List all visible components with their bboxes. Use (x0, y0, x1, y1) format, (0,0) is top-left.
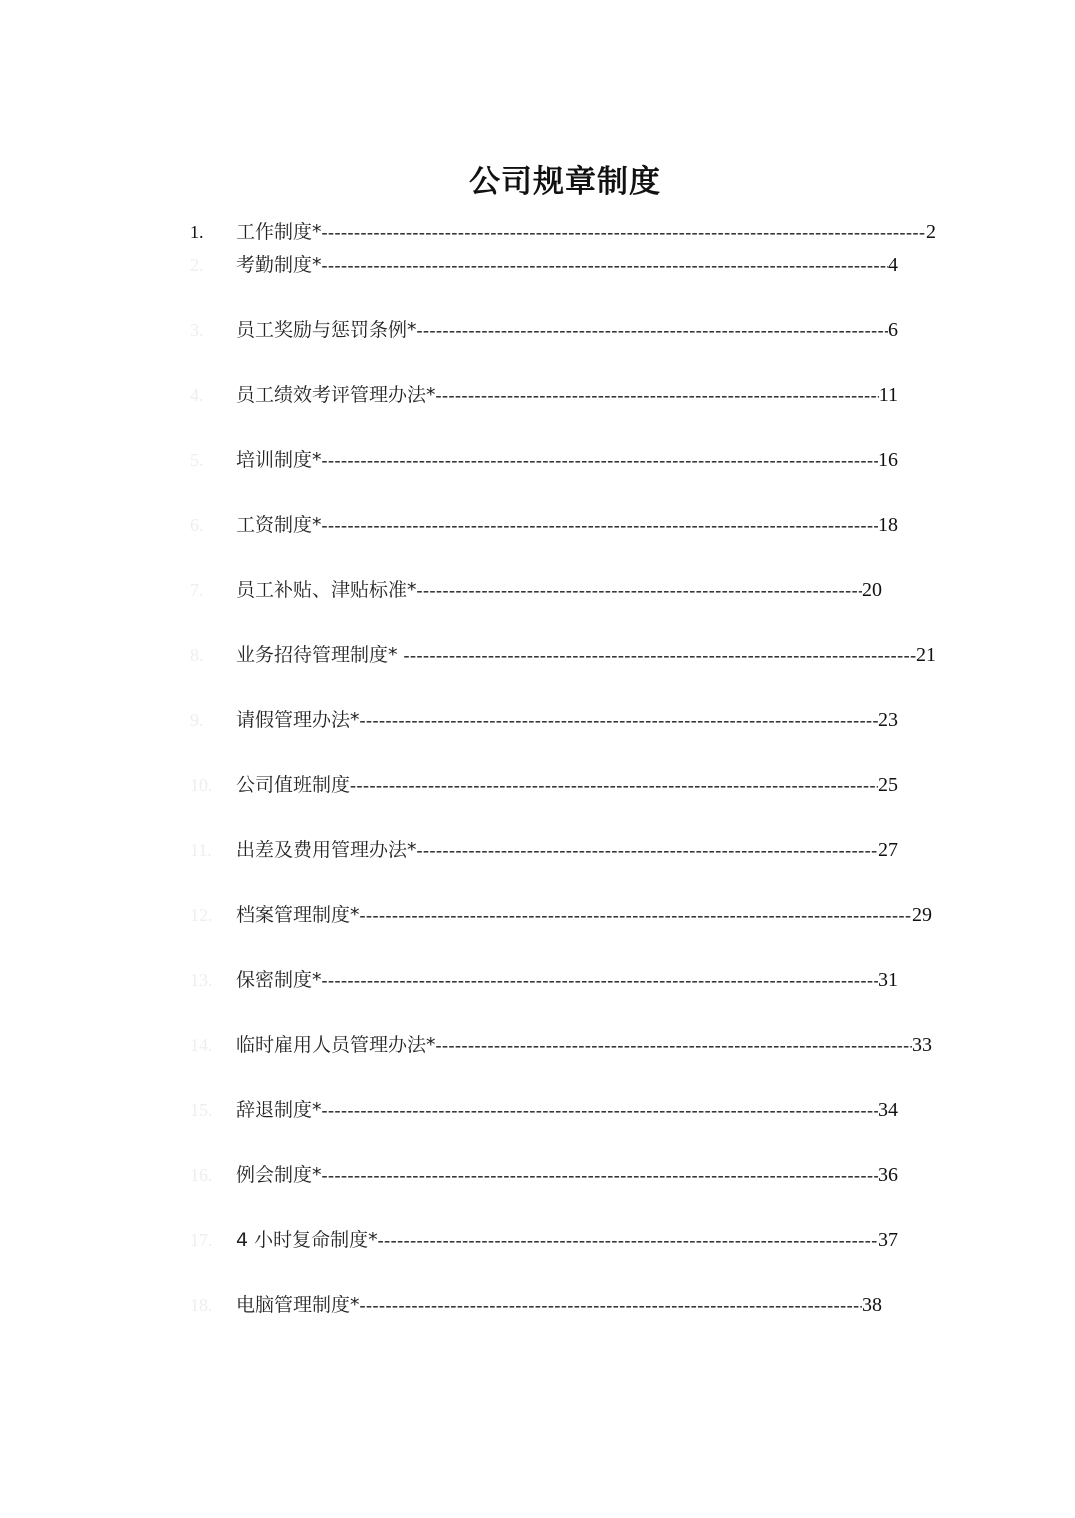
toc-page-number: 20 (862, 579, 882, 601)
toc-entry-16[interactable] (236, 1160, 898, 1190)
toc-entry-number: 9. (190, 710, 204, 730)
toc-entry-label: 临时雇用人员管理办法* (236, 1034, 436, 1056)
toc-leader-dots (322, 965, 878, 995)
toc-entry-label: 员工奖励与惩罚条例* (236, 319, 417, 341)
toc-entry-number: 14. (190, 1035, 213, 1055)
toc-page-number: 25 (878, 774, 898, 796)
toc-entry-label: 例会制度* (236, 1164, 322, 1186)
toc-entry-9[interactable] (236, 705, 898, 735)
toc-entry-11[interactable] (236, 835, 898, 865)
toc-entry-label: 辞退制度* (236, 1099, 322, 1121)
toc-leader-dots (436, 380, 879, 410)
toc-entry-label: 电脑管理制度* (236, 1294, 360, 1316)
toc-leader-dots (360, 705, 878, 735)
toc-entry-number: 3. (190, 320, 204, 340)
toc-entry-7[interactable] (236, 575, 882, 605)
toc-page-number: 6 (888, 319, 898, 341)
toc-entry-label: 出差及费用管理办法* (236, 839, 417, 861)
toc-page-number: 34 (878, 1099, 898, 1121)
toc-entry-number: 1. (190, 222, 204, 242)
toc-entry-15[interactable] (236, 1095, 898, 1125)
toc-page-number: 23 (878, 709, 898, 731)
toc-page-number: 18 (878, 514, 898, 536)
toc-entry-5[interactable] (236, 445, 898, 475)
toc-leader-dots (417, 315, 888, 345)
toc-leader-dots (360, 1290, 862, 1320)
toc-page-number: 27 (878, 839, 898, 861)
toc-entry-label: 工资制度* (236, 514, 322, 536)
toc-leader-dots (417, 835, 878, 865)
toc-entry-number: 7. (190, 580, 204, 600)
toc-entry-13[interactable] (236, 965, 898, 995)
toc-leader-dots (322, 1095, 878, 1125)
toc-entry-3[interactable] (236, 315, 898, 345)
toc-entry-number: 12. (190, 905, 213, 925)
toc-page-number: 11 (878, 384, 898, 406)
toc-leader-dots (360, 900, 912, 930)
toc-entry-number: 5. (190, 450, 204, 470)
toc-page-number: 16 (878, 449, 898, 471)
toc-page-number: 31 (878, 969, 898, 991)
toc-entry-number: 18. (190, 1295, 213, 1315)
toc-page-number: 38 (862, 1294, 882, 1316)
toc-entry-number: 4. (190, 385, 204, 405)
toc-entry-number: 17. (190, 1230, 213, 1250)
toc-entry-number: 16. (190, 1165, 213, 1185)
toc-leader-dots (417, 575, 862, 605)
toc-page-number: 29 (912, 904, 932, 926)
toc-entry-number: 13. (190, 970, 213, 990)
toc-leader-dots (322, 1160, 878, 1190)
toc-entry-14[interactable] (236, 1030, 932, 1060)
toc-entry-10[interactable] (236, 770, 898, 800)
toc-page-number: 2 (926, 221, 936, 243)
toc-leader-dots (436, 1030, 912, 1060)
toc-leader-dots (322, 445, 878, 475)
toc-entry-number: 10. (190, 775, 213, 795)
toc-entry-6[interactable] (236, 510, 898, 540)
toc-entry-number: 2. (190, 255, 204, 275)
toc-leader-dots (350, 770, 878, 800)
toc-entry-label: 考勤制度* (236, 254, 322, 276)
toc-entry-number: 11. (190, 840, 212, 860)
toc-page-number: 36 (878, 1164, 898, 1186)
toc-entry-label: 保密制度* (236, 969, 322, 991)
toc-leader-dots (322, 510, 878, 540)
toc-leader-dots (322, 217, 926, 247)
toc-page-number: 4 (888, 254, 898, 276)
toc-leader-dots (404, 640, 916, 670)
toc-entry-label: 业务招待管理制度* (236, 644, 404, 666)
page-title: 公司规章制度 (469, 164, 661, 200)
toc-entry-label: 4 小时复命制度* (236, 1229, 378, 1251)
toc-entry-number: 6. (190, 515, 204, 535)
toc-entry-label: 档案管理制度* (236, 904, 360, 926)
toc-leader-dots (378, 1225, 878, 1255)
toc-leader-dots (322, 250, 888, 280)
toc-entry-18[interactable] (236, 1290, 882, 1320)
toc-entry-label: 公司值班制度 (236, 774, 351, 796)
toc-entry-number: 15. (190, 1100, 213, 1120)
toc-page-number: 21 (916, 644, 936, 666)
toc-entry-number: 8. (190, 645, 204, 665)
toc-page-number: 33 (912, 1034, 932, 1056)
toc-entry-2[interactable] (236, 250, 898, 280)
toc-entry-17[interactable] (236, 1225, 898, 1255)
toc-entry-label: 培训制度* (236, 449, 322, 471)
toc-entry-label: 请假管理办法* (236, 709, 360, 731)
toc-entry-12[interactable] (236, 900, 932, 930)
toc-entry-label: 员工绩效考评管理办法* (236, 384, 436, 406)
toc-page-number: 37 (878, 1229, 898, 1251)
toc-entry-1[interactable] (236, 217, 936, 247)
toc-entry-8[interactable] (236, 640, 936, 670)
toc-entry-4[interactable] (236, 380, 898, 410)
toc-entry-label: 员工补贴、津贴标准* (236, 579, 417, 601)
toc-entry-label: 工作制度* (236, 221, 322, 243)
